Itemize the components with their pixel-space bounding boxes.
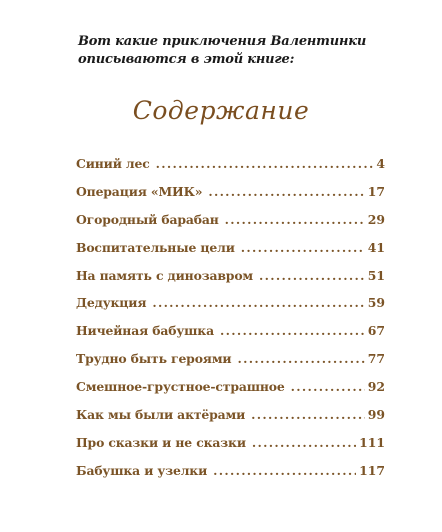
toc-entry [76, 407, 385, 435]
toc-entry-page: 29 [367, 211, 385, 227]
intro-line-1: Вот какие приключения Валентинки [78, 34, 367, 49]
toc-entry [76, 379, 385, 407]
toc-entry-page: 77 [367, 351, 385, 367]
toc-leader-dots [241, 240, 365, 255]
toc-leader-dots [291, 379, 365, 394]
toc-entry-page: 17 [367, 183, 385, 199]
toc-entry-title: Ничейная бабушка [76, 323, 214, 339]
toc-entry-page: 92 [367, 379, 385, 395]
toc-entry-title: Смешное-грустное-страшное [76, 379, 285, 395]
toc-entry [76, 295, 385, 323]
toc-leader-dots [208, 184, 364, 199]
toc-entry-page: 117 [359, 462, 385, 478]
toc-leader-dots [237, 351, 364, 366]
toc-leader-dots [156, 156, 374, 171]
toc-entry-title: Дедукция [76, 295, 147, 311]
intro-line-2: описываются в этой книге: [78, 52, 295, 67]
toc-entry-title: Про сказки и не сказки [76, 434, 246, 450]
toc-entry [76, 268, 385, 296]
toc-entry-page: 51 [367, 267, 385, 283]
toc-entry-title: На память с динозавром [76, 267, 254, 283]
toc-entry-title: Трудно быть героями [76, 351, 232, 367]
toc-entry-page: 99 [367, 407, 385, 423]
toc-leader-dots [259, 268, 365, 283]
toc-leader-dots [252, 435, 356, 450]
intro-text [78, 33, 388, 69]
toc-entry-page: 111 [359, 434, 385, 450]
toc-leader-dots [213, 463, 356, 478]
toc-leader-dots [220, 323, 365, 338]
toc-entry-title: Огородный барабан [76, 211, 219, 227]
toc-entry [76, 240, 385, 268]
toc-entry [76, 463, 385, 491]
toc-heading: Содержание [132, 96, 310, 125]
toc-entry [76, 351, 385, 379]
toc-leader-dots [251, 407, 365, 422]
toc-entry-title: Синий лес [76, 156, 150, 171]
toc-entry-title: Воспитательные цели [76, 239, 235, 255]
toc-entry [76, 184, 385, 212]
toc-entry-title: Операция «МИК» [76, 183, 203, 199]
toc-leader-dots [225, 212, 365, 227]
toc-entry-page: 4 [376, 156, 385, 171]
toc-entry-page: 67 [367, 323, 385, 339]
toc-entry-page: 41 [367, 239, 385, 255]
toc-entry-title: Бабушка и узелки [76, 462, 208, 478]
toc-entry [76, 212, 385, 240]
toc-entry-title: Как мы были актёрами [76, 407, 246, 423]
toc-entry [76, 435, 385, 463]
toc-leader-dots [152, 295, 364, 310]
toc-entry-page: 59 [367, 295, 385, 311]
toc-entry [76, 156, 385, 184]
toc-entry [76, 323, 385, 351]
table-of-contents [76, 156, 385, 491]
